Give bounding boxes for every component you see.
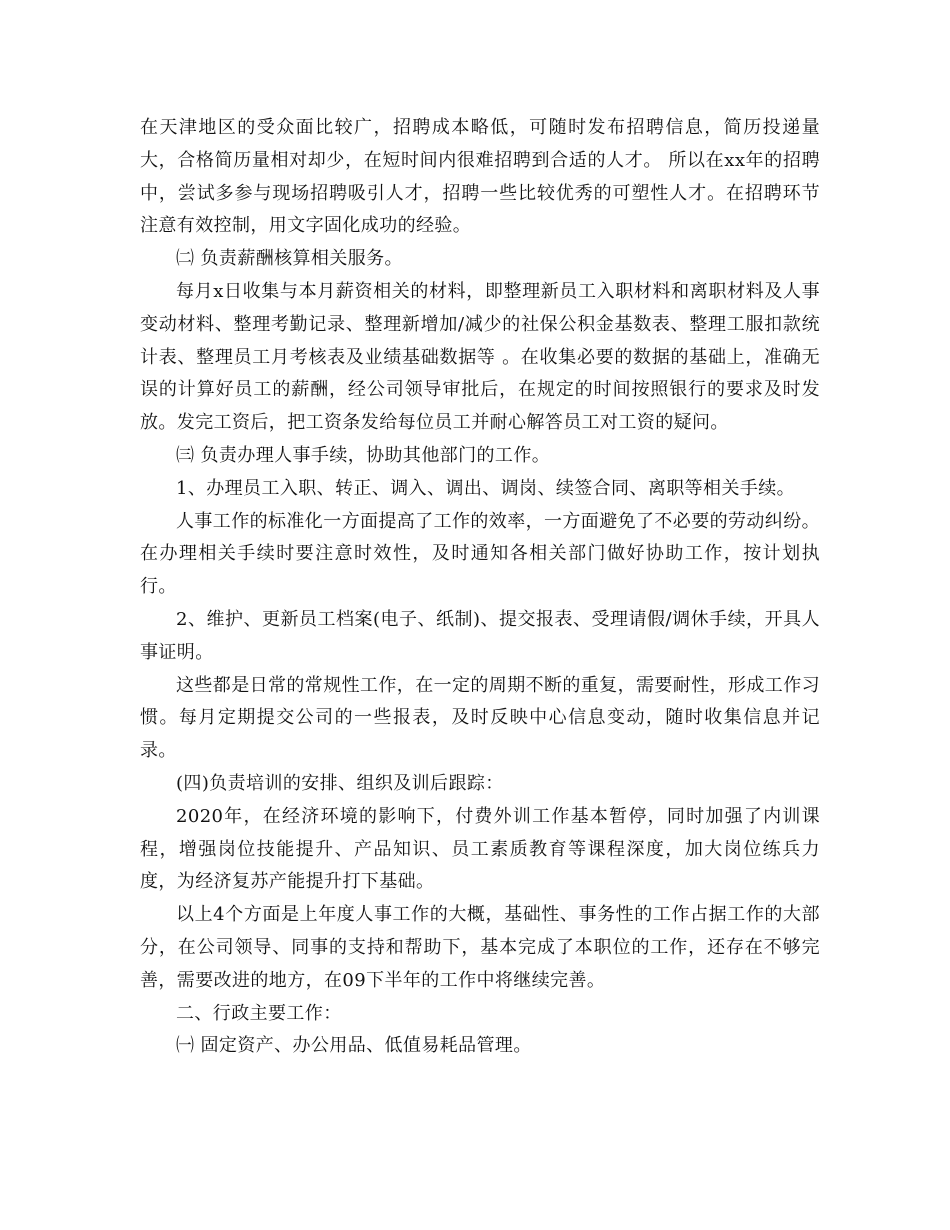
- paragraph: 2020年，在经济环境的影响下，付费外训工作基本暂停，同时加强了内训课程，增强岗位技能提升、产品知识、员工素质教育等课程深度，加大岗位练兵力度，为经济复苏产能提升打下基础。: [140, 805, 820, 893]
- list-item: 2、维护、更新员工档案(电子、纸制)、提交报表、受理请假/调休手续，开具人事证明。: [140, 608, 820, 663]
- paragraph: 这些都是日常的常规性工作，在一定的周期不断的重复，需要耐性，形成工作习惯。每月定期提交公司的一些报表，及时反映中心信息变动，随时收集信息并记录。: [140, 674, 820, 762]
- section-heading-salary: ㈡ 负责薪酬核算相关服务。: [176, 248, 403, 270]
- list-item: 1、办理员工入职、转正、调入、调出、调岗、续签合同、离职等相关手续。: [176, 477, 796, 499]
- document-page: [140, 112, 820, 1063]
- section-heading-personnel: ㈢ 负责办理人事手续，协助其他部门的工作。: [176, 444, 551, 466]
- paragraph: 人事工作的标准化一方面提高了工作的效率，一方面避免了不必要的劳动纠纷。在办理相关手续时要注意时效性，及时通知各相关部门做好协助工作，按计划执行。: [140, 510, 820, 598]
- paragraph: 以上4个方面是上年度人事工作的大概，基础性、事务性的工作占据工作的大部分，在公司领导、同事的支持和帮助下，基本完成了本职位的工作，还存在不够完善，需要改进的地方，在09下半年的工作中将继续完善。: [140, 904, 820, 991]
- section-heading-admin: 二、行政主要工作：: [176, 1002, 342, 1024]
- paragraph: 在天津地区的受众面比较广，招聘成本略低，可随时发布招聘信息，简历投递量大，合格简历量相对却少，在短时间内很难招聘到合适的人才。 所以在xx年的招聘中，尝试多参与现场招聘吸引人才，招聘一些比较优秀的可塑性人才。在招聘环节注意有效控制，用文字固化成功的经验。: [140, 117, 820, 237]
- paragraph: 每月x日收集与本月薪资相关的材料，即整理新员工入职材料和离职材料及人事变动材料、整理考勤记录、整理新增加/减少的社保公积金基数表、整理工服扣款统计表、整理员工月考核表及业绩基础数据等 。在收集必要的数据的基础上，准确无误的计算好员工的薪酬，经公司领导审批后，在规定的时间按照银行的要求及时发放。发完工资后，把工资条发给每位员工并耐心解答员工对工资的疑问。: [140, 280, 820, 434]
- section-heading-training: (四)负责培训的安排、组织及训后跟踪：: [176, 772, 504, 794]
- section-heading-assets: ㈠ 固定资产、办公用品、低值易耗品管理。: [176, 1035, 532, 1057]
